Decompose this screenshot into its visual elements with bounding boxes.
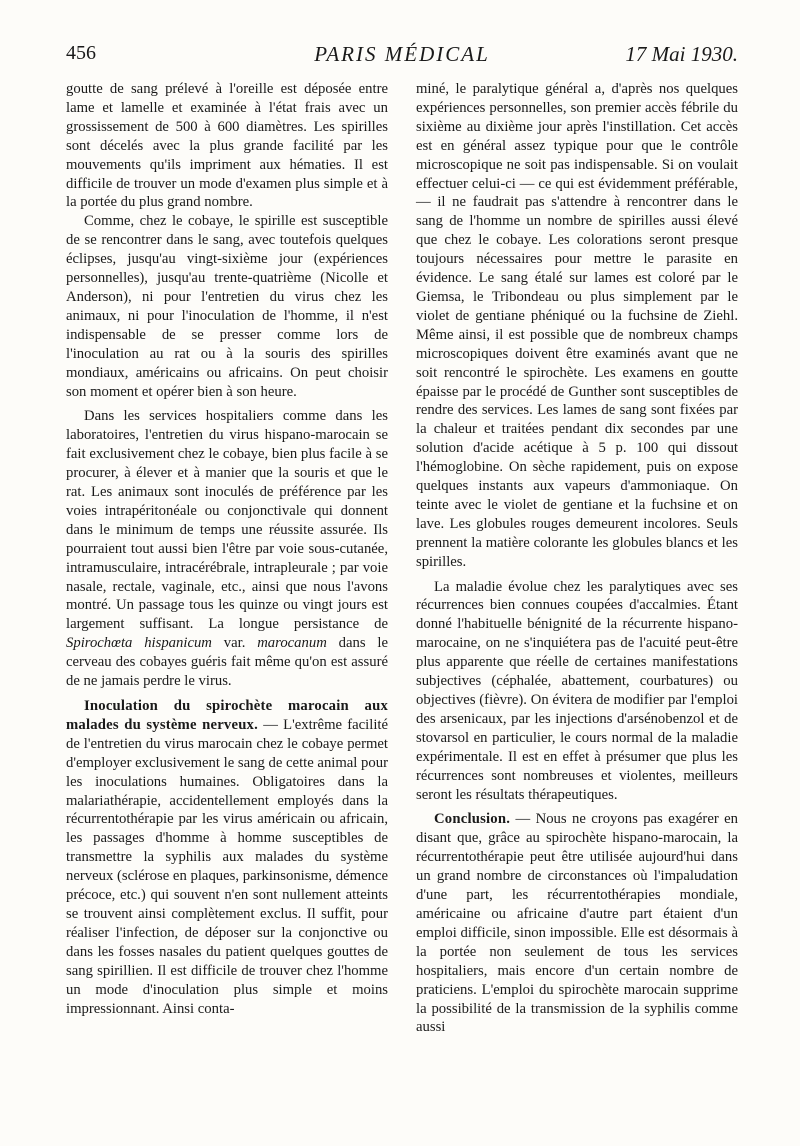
paragraph-text: Dans les services hospitaliers comme dans les laboratoires, l'entretien du virus hispano-marocain se fait exclusivement chez le cobaye, bien plus facile à se procurer, à élever et à manier que la souris et que le rat. Les animaux sont inoculés de préférence par les voies intrapéritonéale ou conjonctivale qui donnent dans le minimum de temps une réussite assurée. Ils pourraient tout aussi bien l'être par voie sous-cutanée, intramusculaire, intracérébrale, intrapleurale ; par voie nasale, rectale, vaginale, etc., ainsi que nous l'avons montré. Un passage tous les quinze ou vingt jours est largement suffisant. La longue persistance de bbox=[66, 408, 388, 633]
paragraph-text: dans le cerveau des cobayes guéris fait même qu'on est assuré de ne jamais perdre le virus. bbox=[66, 635, 389, 690]
conclusion-heading: Conclusion. bbox=[434, 811, 511, 828]
issue-date: 17 Mai 1930. bbox=[625, 42, 738, 66]
journal-title: PARIS MÉDICAL bbox=[314, 42, 490, 66]
paragraph bbox=[416, 810, 738, 1037]
paragraph: La maladie évolue chez les paralytiques avec ses récurrences bien connues coupées d'accalmies. Étant donné l'habituelle bénignité de la récurrente hispano-marocaine, on ne s'inquiétera pas de l'acuité peut-être plus apparente que réelle de certaines manifestations subjectives (céphalée, abattement, courbatures) ou objectives (fièvre). On évitera de modifier par l'emploi des arsenicaux, par les injections d'arsénobenzol et de stovarsol en particulier, le cours normal de la maladie expérimentale. Il est en effet à présumer que plus les récurrences sont nombreuses et violentes, meilleurs seront les résultats thérapeutiques. bbox=[416, 578, 738, 803]
paragraph: goutte de sang prélevé à l'oreille est déposée entre lame et lamelle et examinée à l'état frais avec un grossissement de 500 à 600 diamètres. Les spirilles sont décelés avec la plus grande facilité par les mouvements qu'ils impriment aux hématies. Il est difficile de trouver un mode d'examen plus simple et à la portée du plus grand nombre. bbox=[66, 81, 388, 211]
paragraph bbox=[66, 407, 388, 691]
page-number: 456 bbox=[66, 42, 96, 64]
paragraph: Comme, chez le cobaye, le spirille est susceptible de se rencontrer dans le sang, avec toutefois quelques éclipses, jusqu'au vingt-sixième jour (expériences personnelles), jusqu'au trente-quatrième (Nicolle et Anderson), ni pour l'entretien du virus chez les animaux, ni pour l'inoculation de l'homme, il n'est indispensable de se presser comme lors de l'inoculation au rat ou à la souris des spirilles mondiaux, américains ou africains. On peut choisir son moment et opérer bien à son heure. bbox=[66, 213, 388, 400]
paragraph: miné, le paralytique général a, d'après nos quelques expériences personnelles, son premier accès fébrile du sixième au dixième jour après l'instillation. Cet accès est en général assez typique pour que le contrôle microscopique ne soit pas indispensable. Si on voulait effectuer celui-ci — ce qui est évidemment préférable, — il ne faudrait pas s'attendre à rencontrer dans le sang de l'homme un nombre de spirilles aussi élevé que chez le cobaye. Les colorations seront presque toujours nécessaires pour mettre le parasite en évidence. Le sang étalé sur lames est coloré par le Giemsa, le Tribondeau ou plus simplement par le violet de gentiane phéniqué ou la fuchsine de Ziehl. Même ainsi, il est possible que de nombreux champs microscopiques doivent être examinés avant que ne soit rencontré le spirochète. Les examens en goutte épaisse par le procédé de Gunther sont susceptibles de rendre des services. Les lames de sang sont fixées par la chaleur et traitées pendant dix secondes par une solution d'acide acétique à 5 p. 100 qui dissout l'hémoglobine. On sèche rapidement, puis on expose quelques instants aux vapeurs d'ammoniaque. On teinte avec le violet de gentiane et la fuchsine et on lave. Les globules rouges demeurent incolores. Seuls prennent la matière colorante les globules blancs et les spirilles. bbox=[416, 81, 738, 570]
paragraph-text: — L'extrême facilité de l'entretien du virus marocain chez le cobaye permet d'employer exclusivement le sang de cette animal pour les inoculations humaines. Obligatoires dans la malariathérapie, accidentellement employés dans la récurrentothérapie par les virus américain ou africain, les passages d'homme à homme susceptibles de transmettre la syphilis aux malades du système nerveux (sclérose en plaques, parkinsonisme, démence précoce, etc.) qui souvent n'en sont nullement atteints se trouvent ainsi complètement exclus. Il suffit, pour réaliser l'infection, de déposer sur la conjonctive ou dans les fosses nasales du patient quelques gouttes de sang spirillien. Il est difficile de trouver chez l'homme un mode d'inoculation plus simple et moins impressionnant. Ainsi conta- bbox=[66, 716, 389, 1017]
paragraph bbox=[66, 697, 388, 1018]
variety-abbrev: var. bbox=[223, 635, 246, 652]
right-column bbox=[416, 80, 738, 1037]
left-column bbox=[66, 80, 388, 1018]
species-name: Spirochœta hispanicum bbox=[66, 635, 212, 652]
paragraph-text: — Nous ne croyons pas exagérer en disant que, grâce au spirochète hispano-marocain, la récurrentothérapie peut être utilisée aujourd'hui dans un grand nombre de circonstances où l'impaludation d'une part, les récurrentothérapies mondiale, américaine ou africaine d'autre part étaient d'un emploi difficile, sinon impossible. Elle est désormais à la portée non seulement de tous les services hospitaliers, mais encore d'un certain nombre de praticiens. L'emploi du spirochète marocain supprime la possibilité de la transmission de la syphilis comme aussi bbox=[416, 811, 738, 1036]
section-heading: Inoculation du spirochète marocain aux malades du système nerveux. bbox=[66, 698, 388, 733]
variety-name: marocanum bbox=[257, 635, 327, 652]
running-header bbox=[66, 42, 738, 72]
